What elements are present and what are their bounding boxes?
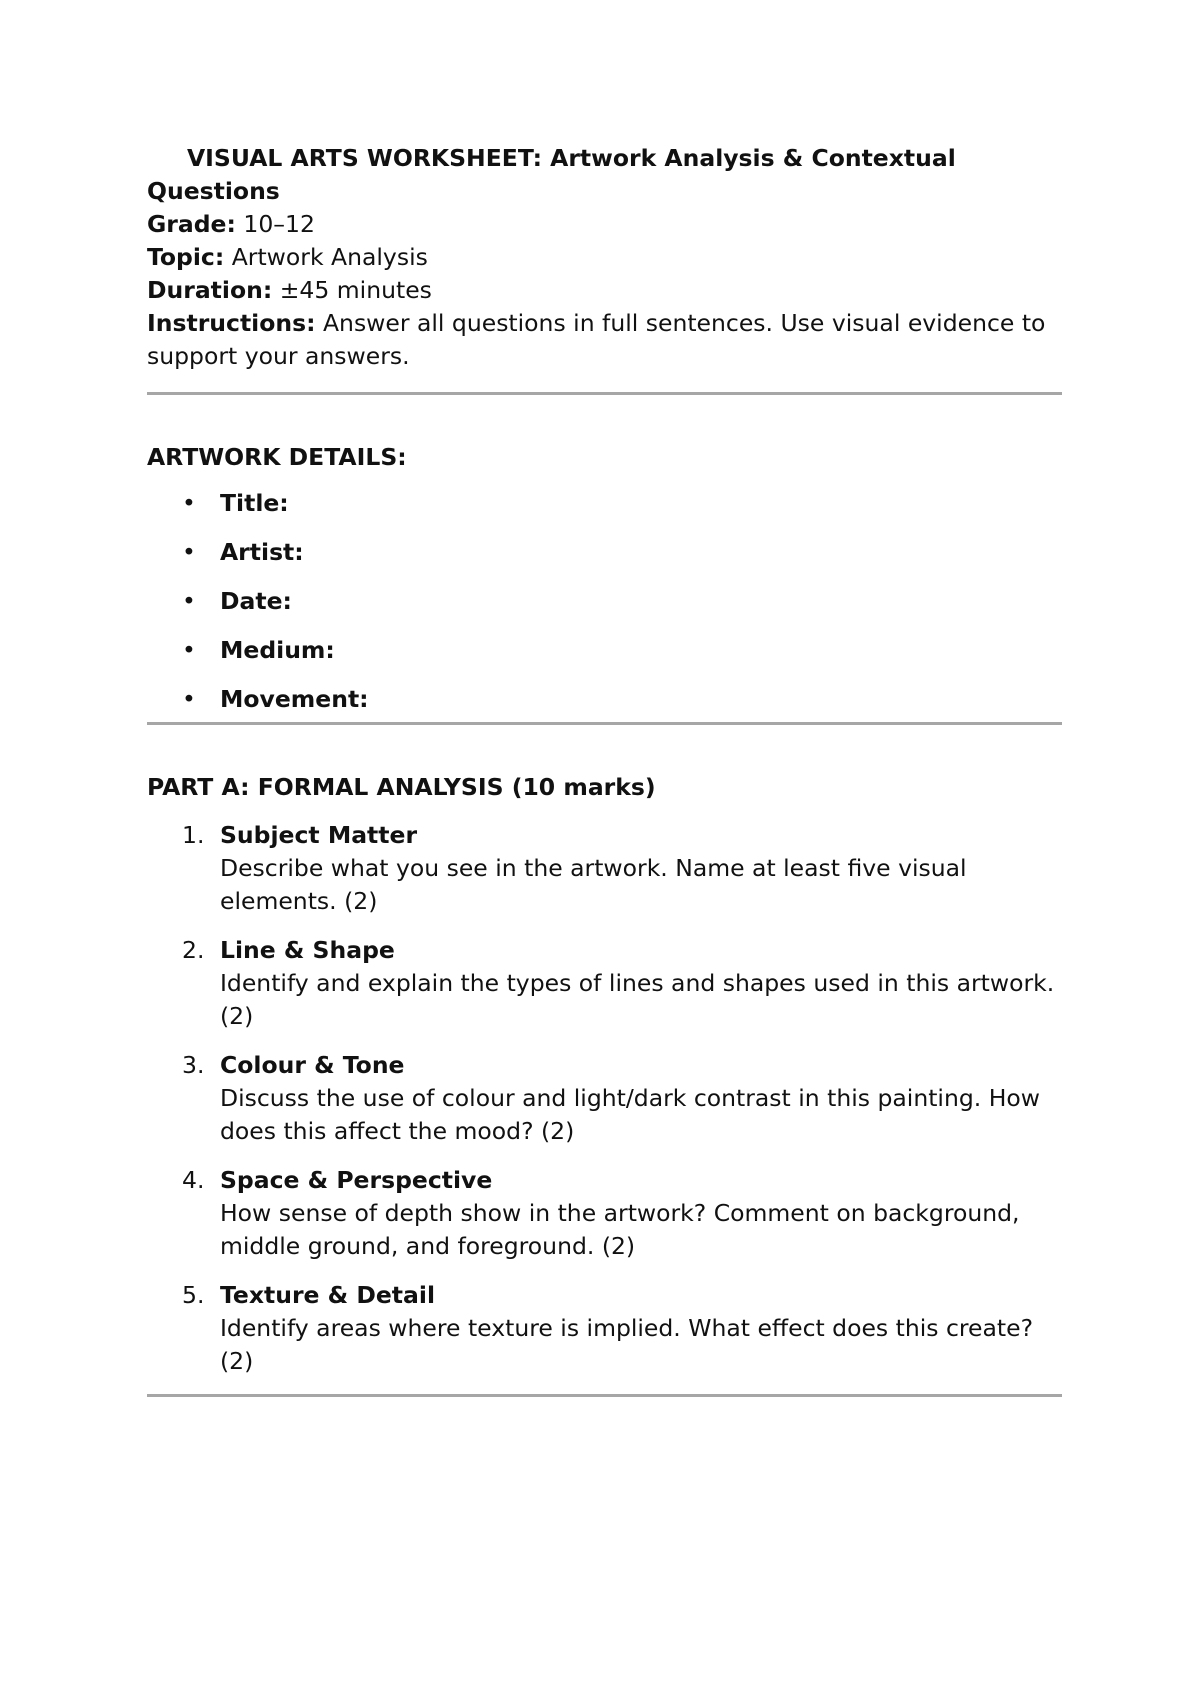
topic-label: Topic: [147, 243, 225, 271]
detail-label: Movement: [220, 685, 369, 713]
part-a-question-list [147, 819, 1062, 1378]
question-number: 3. [182, 1051, 205, 1079]
question-text: Identify areas where texture is implied. What effect does this create? (2) [220, 1314, 1034, 1375]
question-title: Space & Perspective [220, 1166, 493, 1194]
question-item [147, 934, 1062, 1033]
duration-line [147, 274, 1062, 307]
detail-item-movement [147, 683, 1062, 732]
detail-label: Artist: [220, 538, 304, 566]
grade-value: 10–12 [235, 210, 315, 238]
question-item [147, 1049, 1062, 1148]
question-title: Subject Matter [220, 821, 418, 849]
grade-line [147, 208, 1062, 241]
question-item [147, 819, 1062, 918]
detail-label: Title: [220, 489, 289, 517]
bullet-icon: • [182, 587, 196, 615]
bullet-icon: • [182, 685, 196, 713]
question-text: Identify and explain the types of lines and shapes used in this artwork. (2) [220, 969, 1055, 1030]
question-text: How sense of depth show in the artwork? Comment on background, middle ground, and foreground. (2) [220, 1199, 1020, 1260]
question-title: Colour & Tone [220, 1051, 405, 1079]
worksheet-page [147, 142, 1062, 1397]
question-text: Discuss the use of colour and light/dark contrast in this painting. How does this affect the mood? (2) [220, 1084, 1040, 1145]
detail-item-title [147, 487, 1062, 536]
horizontal-divider [147, 1394, 1062, 1397]
detail-label: Medium: [220, 636, 335, 664]
question-number: 4. [182, 1166, 205, 1194]
duration-label: Duration: [147, 276, 273, 304]
artwork-details-heading: ARTWORK DETAILS: [147, 443, 407, 471]
duration-value: ±45 minutes [272, 276, 432, 304]
bullet-icon: • [182, 538, 196, 566]
instructions-value: Answer all questions in full sentences. Use visual evidence to support your answers. [147, 309, 1046, 370]
artwork-details-list [147, 487, 1062, 732]
worksheet-title: VISUAL ARTS WORKSHEET: Artwork Analysis & Contextual Questions [147, 144, 956, 205]
detail-item-medium [147, 634, 1062, 683]
horizontal-divider [147, 392, 1062, 395]
question-item [147, 1164, 1062, 1263]
question-number: 1. [182, 821, 205, 849]
part-a-heading: PART A: FORMAL ANALYSIS (10 marks) [147, 773, 656, 801]
instructions-label: Instructions: [147, 309, 316, 337]
question-title: Texture & Detail [220, 1281, 435, 1309]
question-text: Describe what you see in the artwork. Name at least five visual elements. (2) [220, 854, 967, 915]
detail-item-artist [147, 536, 1062, 585]
question-item [147, 1279, 1062, 1378]
grade-label: Grade: [147, 210, 236, 238]
instructions-line [147, 307, 1062, 373]
question-number: 2. [182, 936, 205, 964]
question-number: 5. [182, 1281, 205, 1309]
detail-item-date [147, 585, 1062, 634]
topic-line [147, 241, 1062, 274]
bullet-icon: • [182, 489, 196, 517]
topic-value: Artwork Analysis [224, 243, 428, 271]
bullet-icon: • [182, 636, 196, 664]
question-title: Line & Shape [220, 936, 395, 964]
detail-label: Date: [220, 587, 292, 615]
